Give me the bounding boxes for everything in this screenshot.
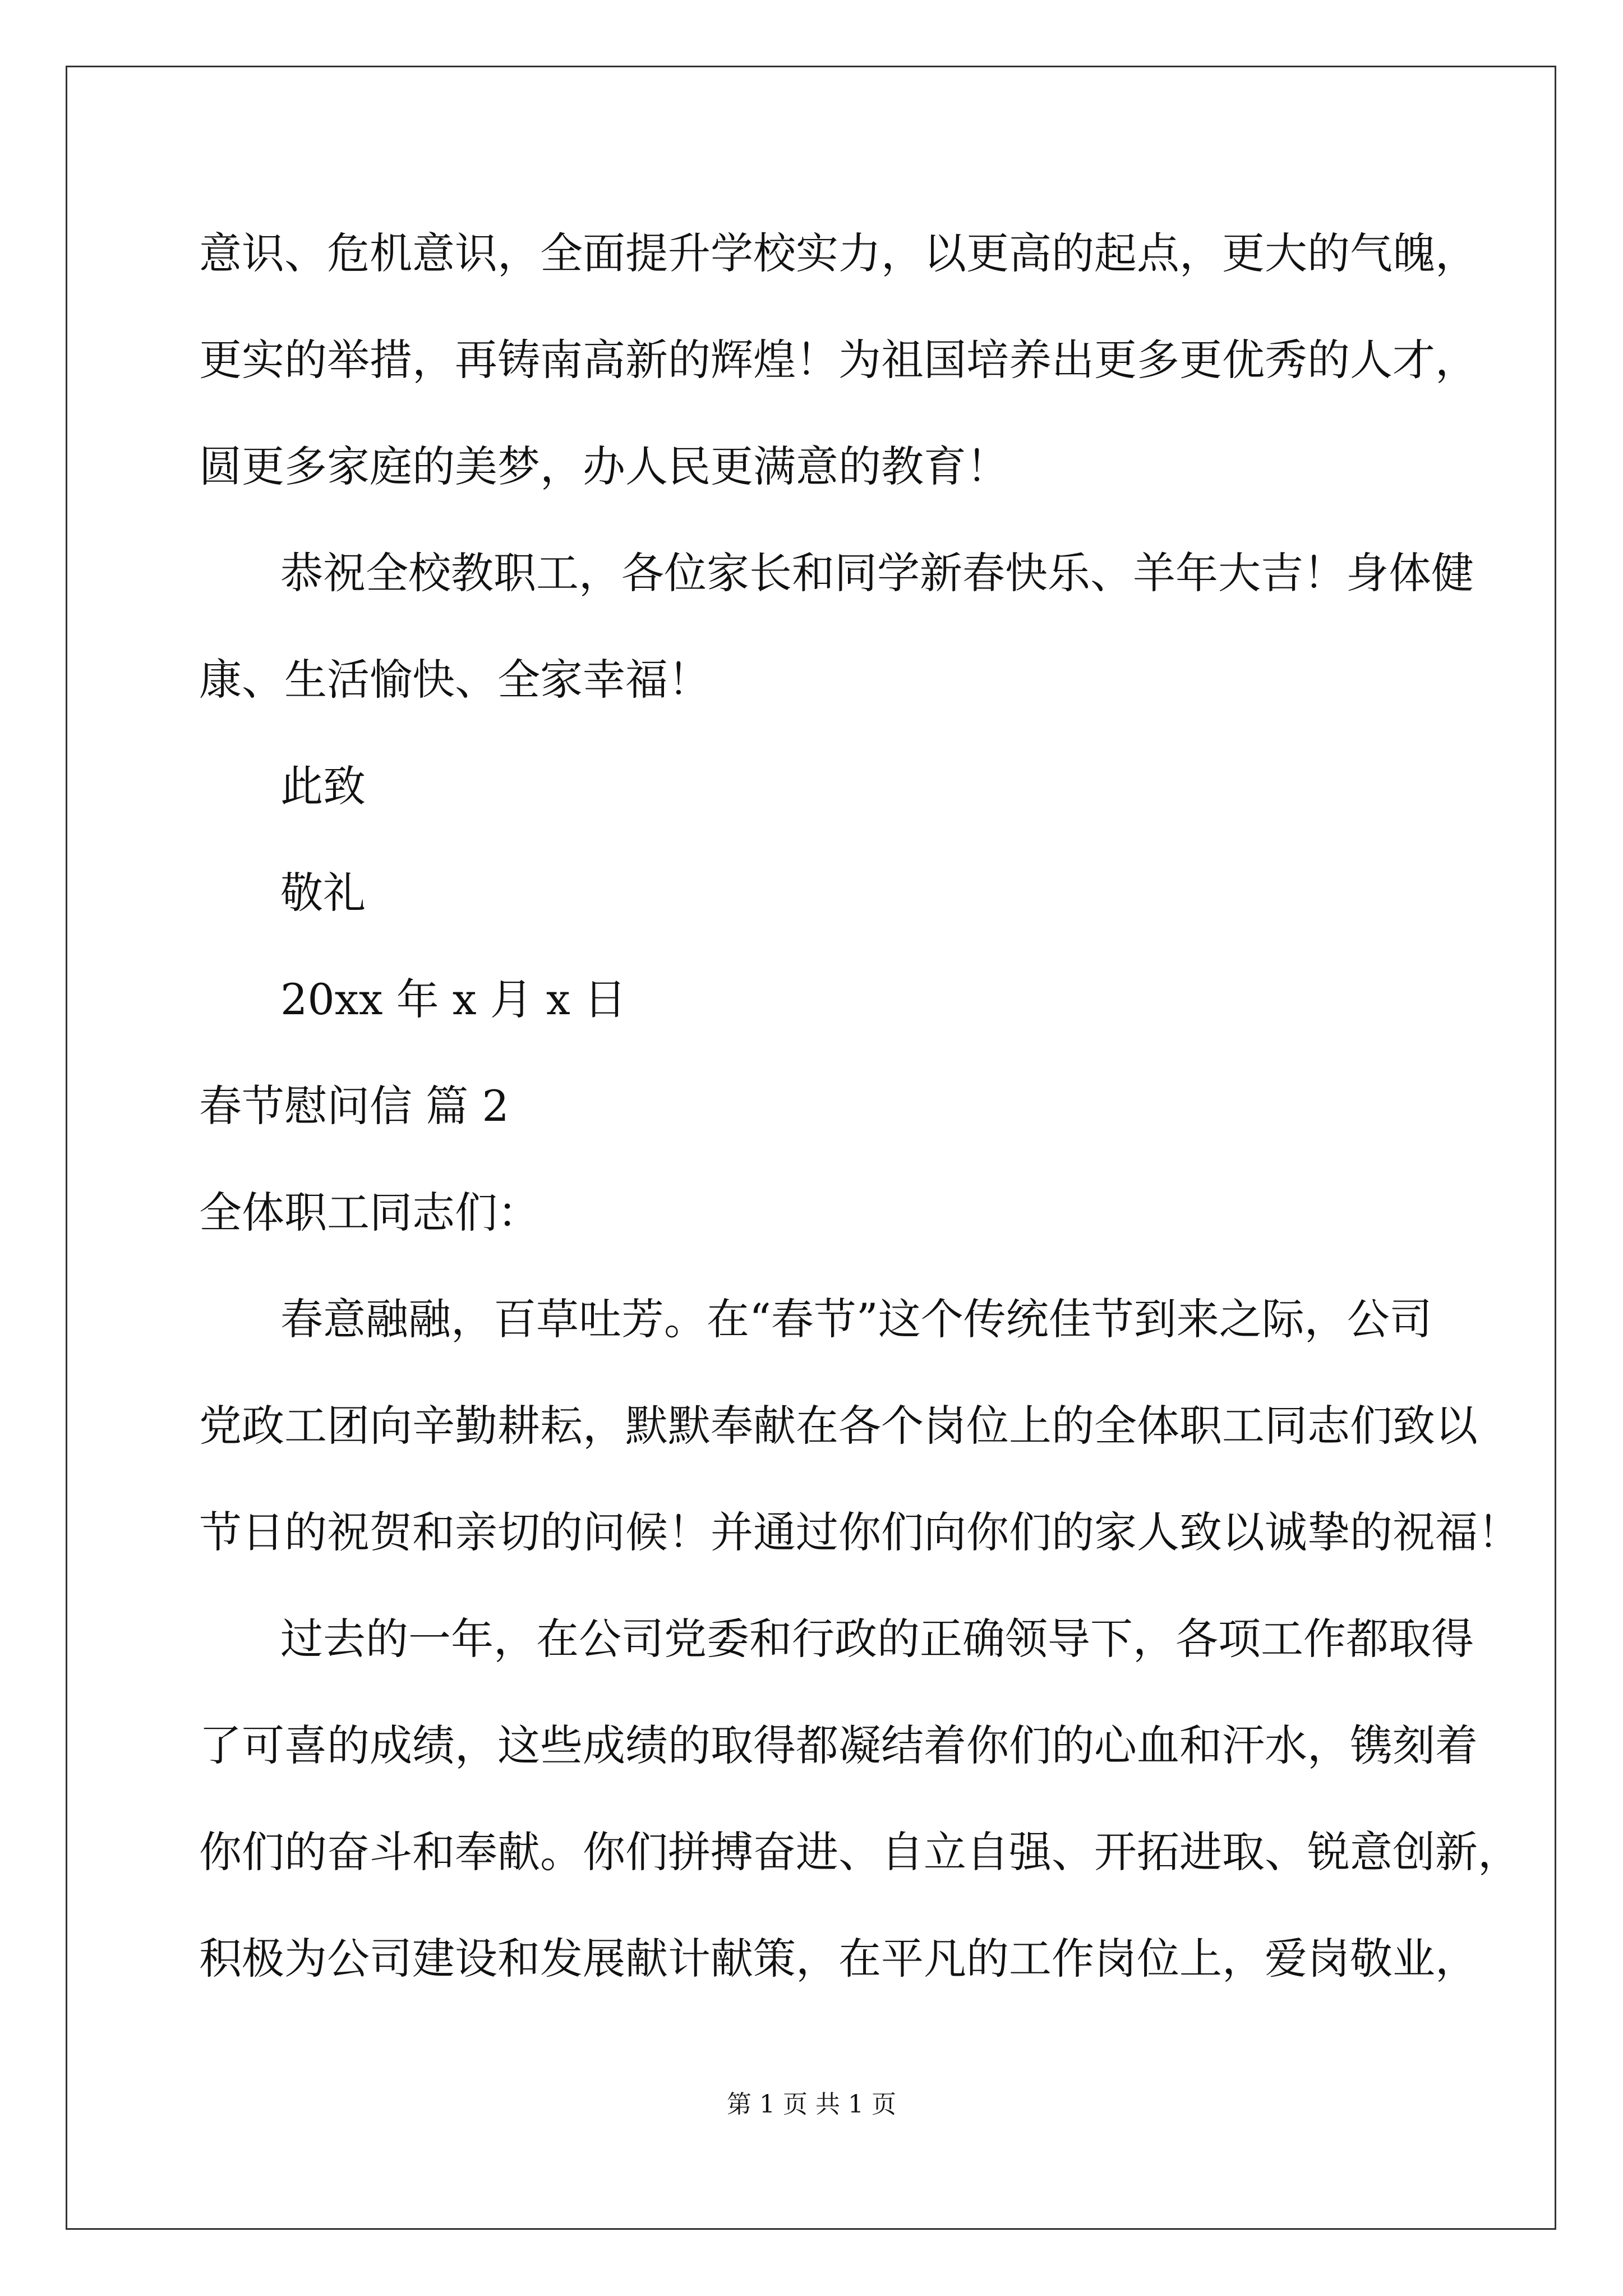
letter-greeting: 全体职工同志们： xyxy=(199,1188,540,1237)
letter-date: 20xx 年 x 月 x 日 xyxy=(280,974,626,1024)
page-footer: 第 1 页 共 1 页 xyxy=(727,2090,896,2119)
body-line: 圆更多家庭的美梦，办人民更满意的教育！ xyxy=(199,441,1009,491)
page-border xyxy=(66,66,1556,2230)
body-line: 康、生活愉快、全家幸福！ xyxy=(199,655,711,705)
body-line: 恭祝全校教职工，各位家长和同学新春快乐、羊年大吉！身体健 xyxy=(280,548,1474,598)
body-line: 过去的一年，在公司党委和行政的正确领导下，各项工作都取得 xyxy=(280,1614,1474,1664)
body-line: 了可喜的成绩，这些成绩的取得都凝结着你们的心血和汗水，镌刻着 xyxy=(199,1720,1478,1770)
body-line: 春意融融，百草吐芳。在“春节”这个传统佳节到来之际，公司 xyxy=(280,1294,1432,1344)
body-line: 积极为公司建设和发展献计献策，在平凡的工作岗位上，爱岗敬业， xyxy=(199,1934,1478,1984)
closing-regards: 敬礼 xyxy=(280,868,366,918)
closing-salutation: 此致 xyxy=(280,761,366,811)
body-line: 意识、危机意识，全面提升学校实力，以更高的起点，更大的气魄， xyxy=(199,228,1478,278)
body-line: 你们的奋斗和奉献。你们拼搏奋进、自立自强、开拓进取、锐意创新， xyxy=(199,1827,1520,1877)
body-line: 节日的祝贺和亲切的问候！并通过你们向你们的家人致以诚挚的祝福！ xyxy=(199,1507,1520,1557)
body-line: 党政工团向辛勤耕耘，默默奉献在各个岗位上的全体职工同志们致以 xyxy=(199,1401,1478,1451)
section-title: 春节慰问信 篇 2 xyxy=(199,1081,509,1131)
body-line: 更实的举措，再铸南高新的辉煌！为祖国培养出更多更优秀的人才， xyxy=(199,335,1478,385)
